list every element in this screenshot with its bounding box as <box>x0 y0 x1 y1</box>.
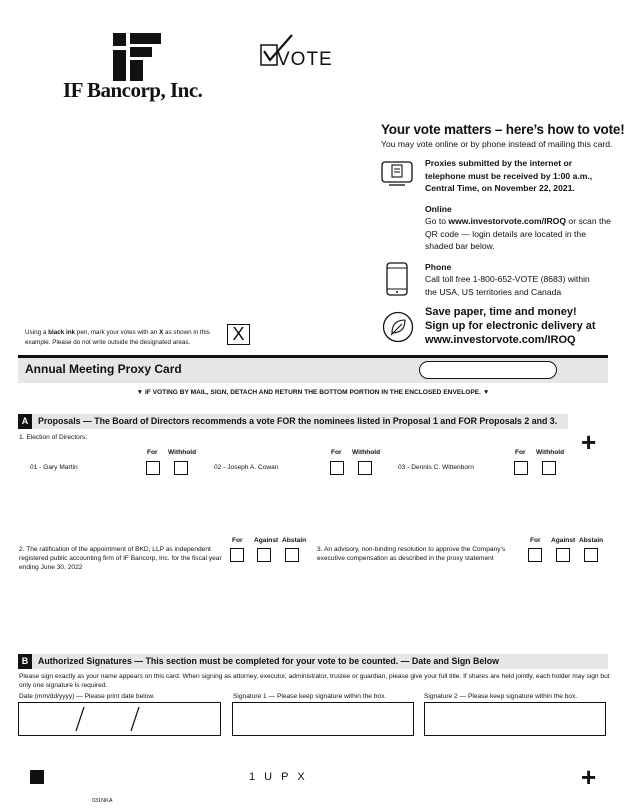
vote-instructions-subtitle: You may vote online or by phone instead of mailing this card. <box>381 139 613 149</box>
col-for-header: For <box>331 449 342 456</box>
proposal-3-text: 3. An advisory, non-binding resolution to approve the Company’s executive compensation as described in the proxy statement <box>317 546 506 562</box>
computer-icon <box>381 161 413 187</box>
col-for-header: For <box>530 537 541 544</box>
signature-1-box[interactable] <box>232 702 414 736</box>
online-url-link[interactable]: www.investorvote.com/IROQ <box>448 216 567 226</box>
election-label: 1. Election of Directors: <box>19 434 88 441</box>
col-against-header: Against <box>551 537 576 544</box>
proposal-2-abstain-checkbox[interactable] <box>285 548 299 562</box>
nominee-03: 03 - Dennis C. Wittenborn <box>398 464 474 471</box>
section-b-letter: B <box>18 654 32 669</box>
section-b-title: Authorized Signatures — This section must be completed for your vote to be counted. — Date and Sign Below <box>38 656 499 666</box>
electronic-delivery-url[interactable]: www.investorvote.com/IROQ <box>425 334 576 346</box>
example-mark-box: X <box>227 324 250 345</box>
signature-1-label: Signature 1 — Please keep signature within the box. <box>233 693 387 700</box>
form-code: 1 U P X <box>249 771 308 783</box>
col-for-header: For <box>232 537 243 544</box>
nominee-03-for-checkbox[interactable] <box>514 461 528 475</box>
nominee-01: 01 - Gary Martin <box>30 464 78 471</box>
registration-square <box>30 770 44 784</box>
nominee-01-withhold-checkbox[interactable] <box>174 461 188 475</box>
phone-text: Call toll free 1-800-652-VOTE (8683) within the USA, US territories and Canada <box>425 274 590 297</box>
company-logo-mark <box>113 33 161 81</box>
leaf-icon <box>382 311 414 343</box>
registration-plus-mark: + <box>581 427 597 457</box>
col-for-header: For <box>147 449 158 456</box>
card-title: Annual Meeting Proxy Card <box>25 362 182 376</box>
proposal-2-for-checkbox[interactable] <box>230 548 244 562</box>
phone-icon <box>386 262 408 296</box>
ink-instructions: Using a black ink pen, mark your votes with an X as shown in this example. Please do not write outside the designated areas. <box>25 329 210 346</box>
online-title: Online <box>425 204 452 214</box>
form-id: 031NKA <box>92 798 113 804</box>
col-abstain-header: Abstain <box>579 537 604 544</box>
deadline-notice: Proxies submitted by the internet or telephone must be received by 1:00 a.m., Central Time, on November 22, 2021. <box>425 158 593 193</box>
control-number-field <box>419 361 557 379</box>
nominee-02-for-checkbox[interactable] <box>330 461 344 475</box>
proposal-2-against-checkbox[interactable] <box>257 548 271 562</box>
signature-2-label: Signature 2 — Please keep signature within the box. <box>424 693 578 700</box>
nominee-01-for-checkbox[interactable] <box>146 461 160 475</box>
proposal-3-against-checkbox[interactable] <box>556 548 570 562</box>
date-label: Date (mm/dd/yyyy) — Please print date below. <box>19 693 155 700</box>
proposal-2-text: 2. The ratification of the appointment of BKD, LLP as independent registered public accounting firm of IF Bancorp, Inc. for the fiscal year ending June 30, 2022 <box>19 546 222 571</box>
section-a-letter: A <box>18 414 32 429</box>
col-abstain-header: Abstain <box>282 537 307 544</box>
proposal-3-abstain-checkbox[interactable] <box>584 548 598 562</box>
col-withhold-header: Withhold <box>168 449 197 456</box>
vote-instructions-title: Your vote matters – here’s how to vote! <box>381 122 625 137</box>
electronic-delivery-text: Sign up for electronic delivery at <box>425 320 596 332</box>
signature-instructions: Please sign exactly as your name appears on this card. When signing as attorney, executor, administrator, trustee or guardian, please give your full title. If shares are held jointly, each holder may sign but only one signature is required. <box>19 673 610 689</box>
vote-logo-text: VOTE <box>277 49 333 70</box>
section-a-title: Proposals — The Board of Directors recommends a vote FOR the nominees listed in Proposal 1 and FOR Proposals 2 and 3. <box>38 416 558 426</box>
nominee-03-withhold-checkbox[interactable] <box>542 461 556 475</box>
nominee-02: 02 - Joseph A. Cowan <box>214 464 279 471</box>
col-for-header: For <box>515 449 526 456</box>
signature-2-box[interactable] <box>424 702 606 736</box>
save-paper-title: Save paper, time and money! <box>425 306 577 318</box>
proposal-3-for-checkbox[interactable] <box>528 548 542 562</box>
registration-plus-mark: + <box>581 762 597 792</box>
date-input-box[interactable] <box>18 702 221 736</box>
phone-title: Phone <box>425 262 452 272</box>
col-withhold-header: Withhold <box>536 449 565 456</box>
detach-instructions: ▼ IF VOTING BY MAIL, SIGN, DETACH AND RETURN THE BOTTOM PORTION IN THE ENCLOSED ENVELOPE. ▼ <box>136 389 490 396</box>
col-against-header: Against <box>254 537 279 544</box>
company-name: IF Bancorp, Inc. <box>63 78 203 102</box>
nominee-02-withhold-checkbox[interactable] <box>358 461 372 475</box>
online-text: Go to www.investorvote.com/IROQ or scan the QR code — login details are located in the shaded bar below. <box>425 216 611 251</box>
date-separators <box>19 703 220 735</box>
col-withhold-header: Withhold <box>352 449 381 456</box>
